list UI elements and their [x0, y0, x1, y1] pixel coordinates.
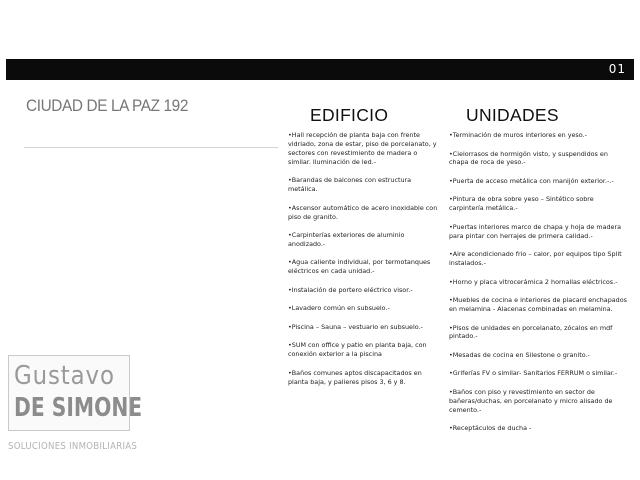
list-item: •Muebles de cocina e interiores de placard enchapados en melamina - Alacenas combinadas en melamina.: [449, 296, 627, 314]
list-item: •Ascensor automático de acero inoxidable con piso de granito.: [288, 203, 438, 221]
list-item: •Instalación de portero eléctrico visor.-: [288, 285, 413, 294]
list-item: •Receptáculos de ducha -: [449, 424, 532, 433]
list-item: •Hall recepción de planta baja con frente vidriado, zona de estar, piso de porcelanato, y sectores con revestimiento de madera o similar. Iluminación de led.-: [288, 131, 437, 166]
list-item: •Baños comunes aptos discapacitados en planta baja, y palieres pisos 3, 6 y 8.: [288, 368, 422, 386]
list-item: •Baños con piso y revestimiento en sector de bañeras/duchas, en porcelanato y micro alisado de cemento.-: [449, 387, 613, 414]
logo-box: [8, 355, 143, 431]
list-item: •Carpinterías exteriores de aluminio anodizado.-: [288, 231, 405, 248]
company-logo: [8, 355, 143, 460]
list-item: •Piscina – Sauna – vestuario en subsuelo.-: [288, 322, 423, 331]
list-item: •Puerta de acceso metálica con manijón exterior.-.-: [449, 176, 614, 185]
unidades-heading: UNIDADES: [466, 105, 559, 125]
title-divider: [24, 147, 278, 148]
edificio-heading: EDIFICIO: [310, 105, 389, 125]
list-item: •Mesadas de cocina en Silestone o granito.-: [449, 350, 590, 359]
logo-tagline: SOLUCIONES INMOBILIARIAS: [8, 441, 138, 452]
unidades-features-list: [449, 131, 629, 443]
list-item: •Pintura de obra sobre yeso – Sintético sobre carpintería metálica.-: [449, 195, 594, 213]
edificio-features-list: [288, 131, 438, 396]
list-item: •Cielorrasos de hormigón visto, y suspendidos en chapa de roca de yeso.-: [449, 149, 608, 167]
list-item: •Barandas de balcones con estructura metálica.: [288, 176, 412, 194]
list-item: •Aire acondicionado frio – calor, por equipos tipo Split instalados.-: [449, 250, 622, 268]
property-title: CIUDAD DE LA PAZ 192: [26, 97, 188, 115]
list-item: •Pisos de unidades en porcelanato, zócalos en mdf pintado.-: [449, 323, 613, 341]
list-item: •SUM con office y patio en planta baja, con conexión exterior a la piscina: [288, 341, 427, 359]
list-item: •Puertas interiores marco de chapa y hoja de madera para pintar con herrajes de primera calidad.-: [449, 222, 622, 240]
list-item: •Lavadero común en subsuelo.-: [288, 304, 390, 313]
list-item: •Terminación de muros interiores en yeso.-: [449, 131, 587, 139]
list-item: •Horno y placa vitrocerámica 2 hornallas eléctricos.-: [449, 277, 618, 286]
logo-last-name: DE SIMONE: [14, 393, 143, 423]
page-number: 01: [608, 62, 626, 76]
top-bar: [6, 59, 634, 80]
logo-first-name: Gustavo: [14, 361, 115, 391]
list-item: •Griferías FV o similar- Sanitarios FERRUM o similar.-: [449, 369, 618, 378]
list-item: •Agua caliente individual, por termotanques eléctricos en cada unidad.-: [288, 258, 431, 276]
